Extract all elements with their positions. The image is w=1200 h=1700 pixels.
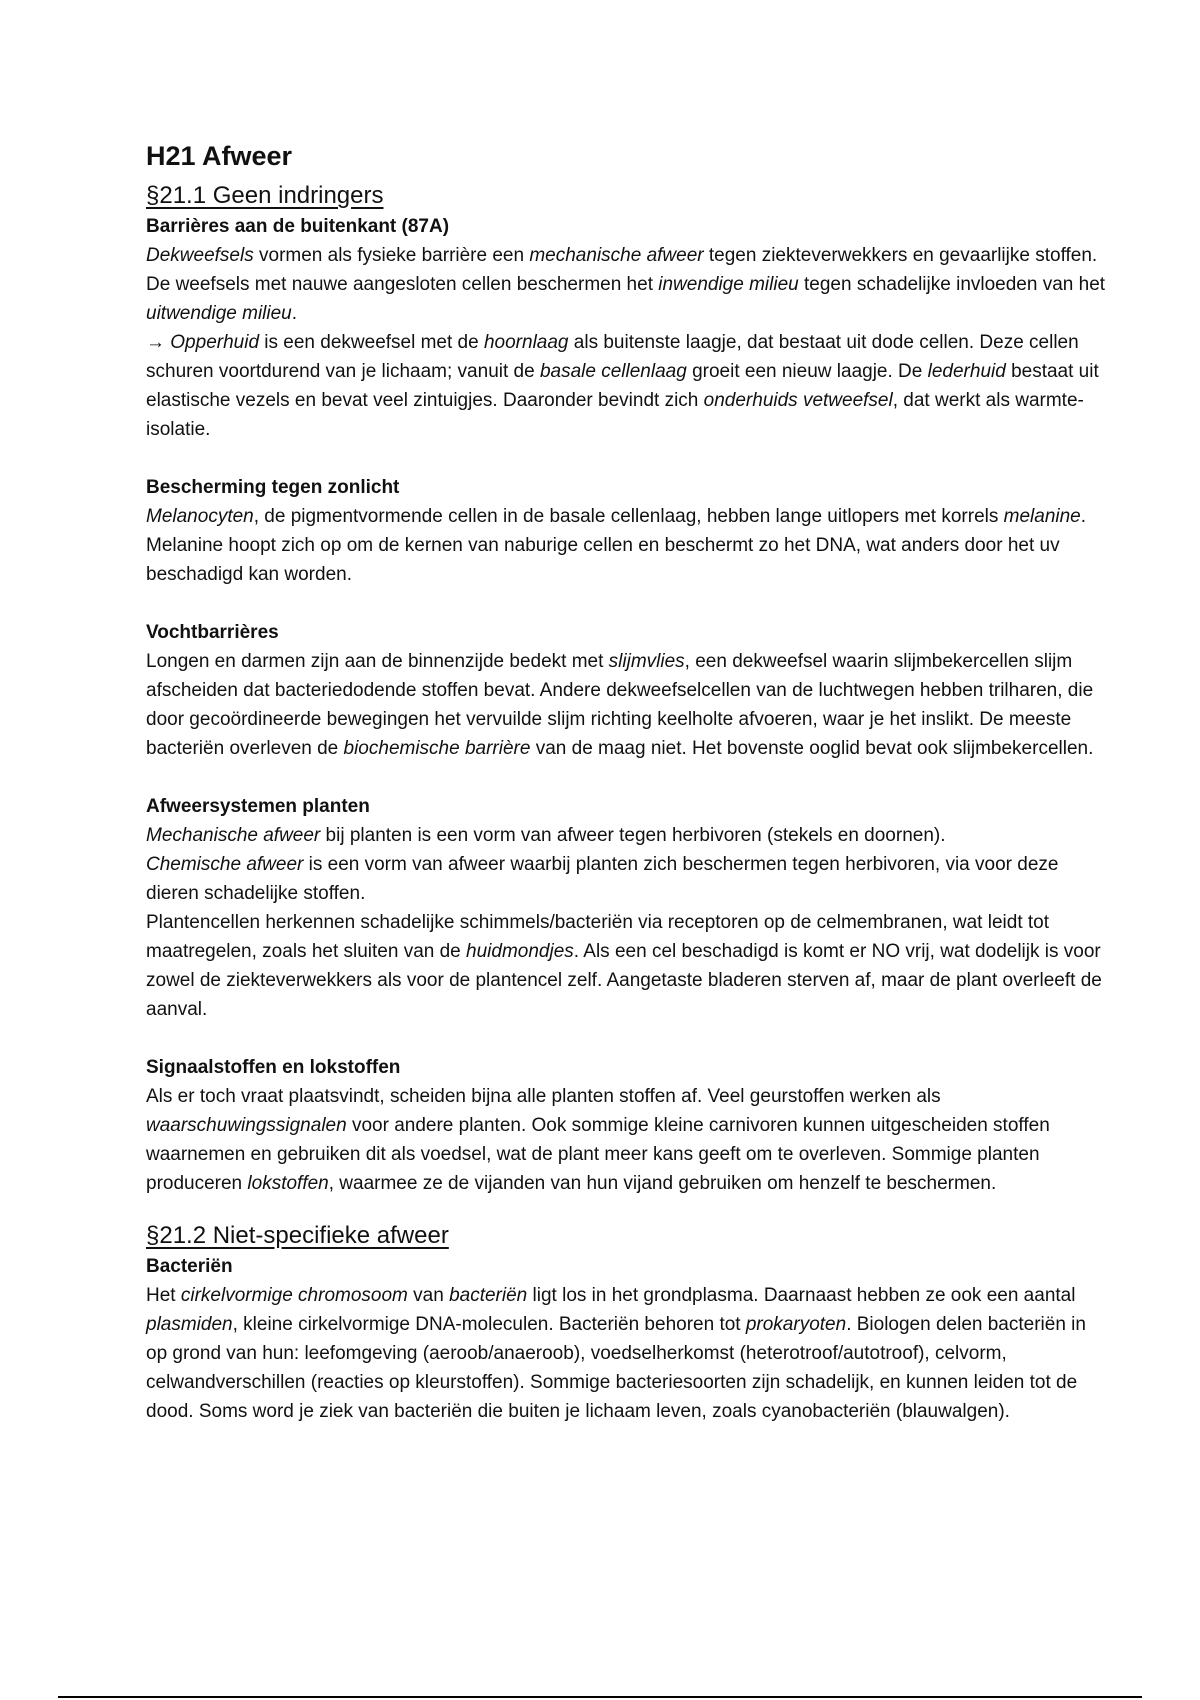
- text-run: Longen en darmen zijn aan de binnenzijde bedekt met: [146, 651, 609, 672]
- text-run: is een vorm van afweer waarbij planten zich beschermen tegen herbivoren, via voor deze dieren schadelijke stoffen.: [146, 854, 1059, 904]
- text-run: Plantencellen herkennen schadelijke schimmels/bacteriën via receptoren op de celmembranen, wat leidt tot maatregelen, zoals het sluiten van de: [146, 912, 1050, 962]
- italic-term: waarschuwingssignalen: [146, 1115, 347, 1136]
- italic-term: uitwendige milieu: [146, 303, 292, 324]
- text-run: ligt los in het grondplasma. Daarnaast hebben ze ook een aantal: [527, 1285, 1076, 1306]
- subsection-heading: Bescherming tegen zonlicht: [146, 477, 400, 498]
- text-run: is een dekweefsel met de: [259, 332, 484, 353]
- paragraph: [146, 1082, 1106, 1198]
- paragraph: [146, 908, 1106, 1024]
- text-run: . Biologen delen bacteriën in op grond van hun: leefomgeving (aeroob/anaeroob), voedselherkomst (heterotroof/autotroof), celvorm, celwandverschillen (reacties op kleurstoffen). Sommige bacteriesoorten zijn schadelijk, en kunnen leiden tot de dood. Soms word je ziek van bacteriën die buiten je lichaam leven, zoals cyanobacteriën (blauwalgen).: [146, 1314, 1086, 1422]
- italic-term: slijmvlies: [608, 651, 685, 672]
- text-run: Als er toch vraat plaatsvindt, scheiden bijna alle planten stoffen af. Veel geurstoffen werken als: [146, 1086, 941, 1107]
- paragraph: [146, 502, 1106, 589]
- text-run: . Als een cel beschadigd is komt er NO vrij, wat dodelijk is voor zowel de ziekteverwekkers als voor de plantencel zelf. Aangetaste bladeren sterven af, maar de plant overleeft de aanval.: [146, 941, 1102, 1020]
- text-run: , een dekweefsel waarin slijmbekercellen slijm afscheiden dat bacteriedodende stoffen bevat. Andere dekweefselcellen van de luchtwegen hebben trilharen, die door gecoördineerde bewegingen het vervuilde slijm richting keelholte afvoeren, waar je het inslikt. De meeste bacteriën overleven de: [146, 651, 1094, 759]
- paragraph: [146, 328, 1106, 444]
- italic-term: plasmiden: [146, 1314, 233, 1335]
- document-title: H21 Afweer: [146, 141, 293, 171]
- italic-term: Opperhuid: [170, 332, 260, 353]
- text-run: Het: [146, 1285, 181, 1306]
- paragraph: [146, 1281, 1106, 1426]
- subsection-heading: Bacteriën: [146, 1256, 233, 1277]
- footer-divider: [58, 1696, 1142, 1698]
- paragraph: [146, 821, 1106, 850]
- italic-term: mechanische afweer: [529, 245, 704, 266]
- document-content: [146, 180, 1106, 1426]
- subsection-heading: Signaalstoffen en lokstoffen: [146, 1057, 401, 1078]
- text-run: , kleine cirkelvormige DNA-moleculen. Bacteriën behoren tot: [232, 1314, 746, 1335]
- italic-term: lokstoffen: [247, 1173, 329, 1194]
- italic-term: melanine: [1003, 506, 1081, 527]
- text-run: bestaat uit elastische vezels en bevat veel zintuigjes. Daaronder bevindt zich: [146, 361, 1099, 411]
- text-run: van de maag niet. Het bovenste ooglid bevat ook slijmbekercellen.: [530, 738, 1094, 759]
- italic-term: basale cellenlaag: [539, 361, 687, 382]
- italic-term: hoornlaag: [483, 332, 569, 353]
- text-run: , dat werkt als warmte-isolatie.: [146, 390, 1084, 440]
- text-run: →: [146, 332, 171, 353]
- text-run: bij planten is een vorm van afweer tegen herbivoren (stekels en doornen).: [320, 825, 946, 846]
- text-run: tegen schadelijke invloeden van het: [798, 274, 1106, 295]
- document-page: [146, 138, 1106, 1426]
- italic-term: Chemische afweer: [146, 854, 304, 875]
- text-run: als buitenste laagje, dat bestaat uit dode cellen. Deze cellen schuren voortdurend van je lichaam; vanuit de: [146, 332, 1079, 382]
- paragraph: [146, 647, 1106, 763]
- text-run: . Melanine hoopt zich op om de kernen van naburige cellen en beschermt zo het DNA, wat anders door het uv beschadigd kan worden.: [146, 506, 1087, 585]
- section-heading: §21.2 Niet-specifieke afweer: [146, 1222, 449, 1249]
- italic-term: huidmondjes: [466, 941, 574, 962]
- italic-term: onderhuids vetweefsel: [703, 390, 893, 411]
- italic-term: biochemische barrière: [343, 738, 531, 759]
- italic-term: prokaryoten: [745, 1314, 847, 1335]
- text-run: van: [407, 1285, 450, 1306]
- paragraph: [146, 850, 1106, 908]
- subsection-heading: Afweersystemen planten: [146, 796, 370, 817]
- text-run: groeit een nieuw laagje. De: [686, 361, 928, 382]
- subsection-heading: Barrières aan de buitenkant (87A): [146, 216, 450, 237]
- text-run: tegen ziekteverwekkers en gevaarlijke stoffen. De weefsels met nauwe aangesloten cellen beschermen het: [146, 245, 1098, 295]
- subsection-heading: Vochtbarrières: [146, 622, 279, 643]
- text-run: vormen als fysieke barrière een: [253, 245, 530, 266]
- text-run: .: [291, 303, 298, 324]
- italic-term: lederhuid: [927, 361, 1006, 382]
- section-heading: §21.1 Geen indringers: [146, 182, 384, 209]
- paragraph: [146, 241, 1106, 328]
- text-run: voor andere planten. Ook sommige kleine carnivoren kunnen uitgescheiden stoffen waarnemen en gebruiken dit als voedsel, wat de plant meer kans geeft om te overleven. Sommige planten produceren: [146, 1115, 1050, 1194]
- italic-term: Mechanische afweer: [146, 825, 321, 846]
- text-run: , de pigmentvormende cellen in de basale cellenlaag, hebben lange uitlopers met korrels: [253, 506, 1004, 527]
- italic-term: inwendige milieu: [658, 274, 799, 295]
- italic-term: Dekweefsels: [146, 245, 254, 266]
- italic-term: Melanocyten: [146, 506, 254, 527]
- italic-term: bacteriën: [449, 1285, 528, 1306]
- italic-term: cirkelvormige chromosoom: [180, 1285, 408, 1306]
- text-run: , waarmee ze de vijanden van hun vijand gebruiken om henzelf te beschermen.: [328, 1173, 997, 1194]
